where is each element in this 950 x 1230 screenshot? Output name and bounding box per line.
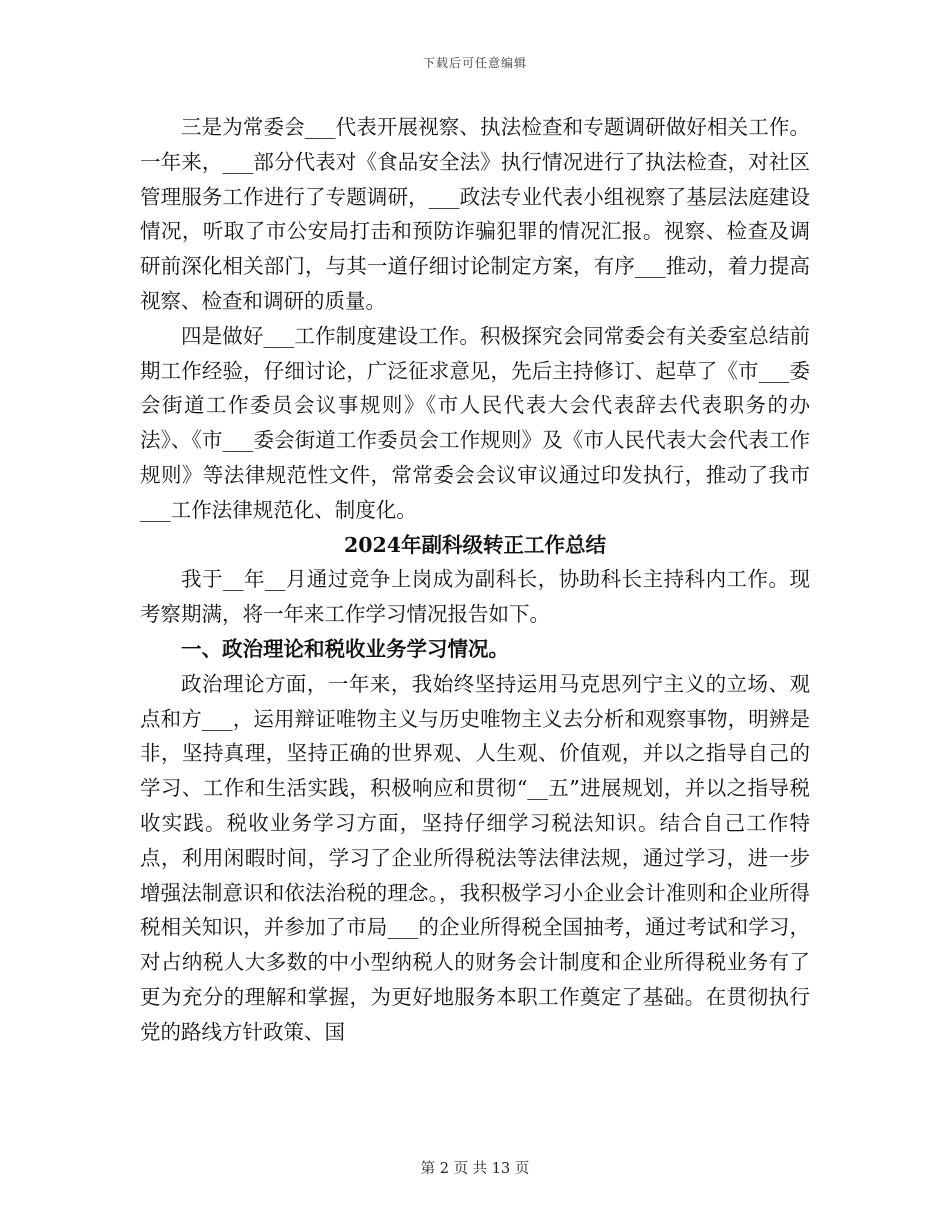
subsection-heading: 一、政治理论和税收业务学习情况。 (181, 636, 509, 661)
paragraph-political-study: 政治理论方面，一年来，我始终坚持运用马克思列宁主义的立场、观点和方___，运用辩证唯物主义与历史唯物主义去分析和观察事物，明辨是非，坚持真理，坚持正确的世界观、人生观、价值观，并以之指导自己的学习、工作和生活实践，积极响应和贯彻“__五”进展规划，并以之指导税收实践。税收业务学习方面，坚持仔细学习税法知识。结合自己工作特点，利用闲暇时间，学习了企业所得税法等法律法规，通过学习，进一步增强法制意识和依法治税的理念。，我积极学习小企业会计准则和企业所得税相关知识，并参加了市局___的企业所得税全国抽考，通过考试和学习，对占纳税人大多数的中小型纳税人的财务会计制度和企业所得税业务有了更为充分的理解和掌握，为更好地服务本职工作奠定了基础。在贯彻执行党的路线方针政策、国 (140, 671, 810, 1044)
paragraph-inspection-work: 三是为常委会___代表开展视察、执法检查和专题调研做好相关工作。一年来，___部分代表对《食品安全法》执行情况进行了执法检查，对社区管理服务工作进行了专题调研，___政法专业代表小组视察了基层法庭建设情况，听取了市公安局打击和预防诈骗犯罪的情况汇报。视察、检查及调研前深化相关部门，与其一道仔细讨论制定方案，有序___推动，着力提高视察、检查和调研的质量。 (140, 115, 810, 313)
paragraph-intro: 我于__年__月通过竞争上岗成为副科长，协助科长主持科内工作。现考察期满，将一年来工作学习情况报告如下。 (140, 567, 810, 627)
document-body (140, 110, 810, 1050)
section-title: 2024年副科级转正工作总结 (343, 532, 607, 557)
page-number: 第 2 页 共 13 页 (420, 1161, 530, 1177)
page-header-note: 下载后可任意编辑 (422, 56, 527, 70)
paragraph-system-building: 四是做好___工作制度建设工作。积极探究会同常委会有关委室总结前期工作经验，仔细讨论，广泛征求意见，先后主持修订、起草了《市___委会街道工作委员会议事规则》《市人民代表大会代表辞去代表职务的办法》、《市___委会街道工作委员会工作规则》及《市人民代表大会代表工作规则》等法律规范性文件，常常委会会议审议通过印发执行，推动了我市___工作法律规范化、制度化。 (140, 323, 810, 522)
